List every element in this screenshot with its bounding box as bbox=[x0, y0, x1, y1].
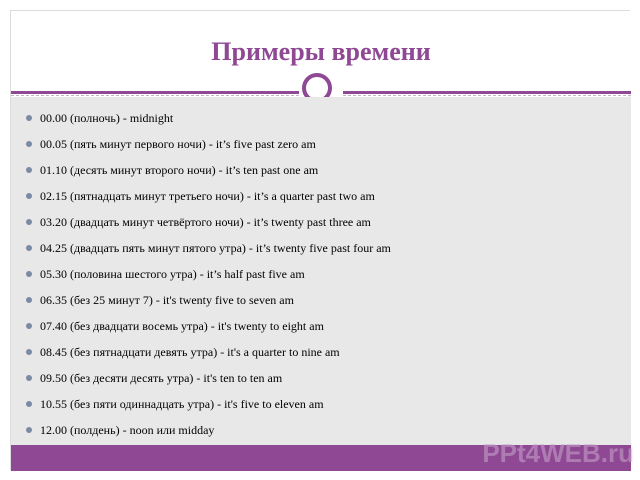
watermark: PPt4WEB.ru bbox=[482, 438, 634, 468]
list-item-text: 12.00 (полдень) - noon или midday bbox=[40, 423, 215, 437]
bullet-icon bbox=[26, 219, 32, 225]
bullet-icon bbox=[26, 141, 32, 147]
list-item-text: 04.25 (двадцать пять минут пятого утра) - it’s twenty five past four am bbox=[40, 241, 391, 255]
list-item-text: 01.10 (десять минут второго ночи) - it’s ten past one am bbox=[40, 163, 319, 177]
list-item-text: 08.45 (без пятнадцати девять утра) - it's a quarter to nine am bbox=[40, 345, 340, 359]
bullet-icon bbox=[26, 193, 32, 199]
divider-line-right bbox=[343, 91, 631, 94]
list-item bbox=[25, 213, 615, 239]
list-item bbox=[25, 291, 615, 317]
list-item bbox=[25, 187, 615, 213]
bullet-icon bbox=[26, 349, 32, 355]
list-item-text: 03.20 (двадцать минут четвёртого ночи) - it’s twenty past three am bbox=[40, 215, 371, 229]
bullet-icon bbox=[26, 271, 32, 277]
list-item bbox=[25, 135, 615, 161]
list-item-text: 05.30 (половина шестого утра) - it’s half past five am bbox=[40, 267, 305, 281]
content-panel bbox=[11, 97, 631, 445]
bullet-icon bbox=[26, 115, 32, 121]
list-item bbox=[25, 265, 615, 291]
list-item bbox=[25, 343, 615, 369]
list-item-text: 02.15 (пятнадцать минут третьего ночи) - it’s a quarter past two am bbox=[40, 189, 375, 203]
time-examples-list bbox=[25, 109, 615, 447]
bullet-icon bbox=[26, 323, 32, 329]
slide bbox=[10, 10, 630, 470]
list-item-text: 06.35 (без 25 минут 7) - it's twenty five to seven am bbox=[40, 293, 294, 307]
list-item-text: 09.50 (без десяти десять утра) - it's ten to ten am bbox=[40, 371, 283, 385]
list-item-text: 00.00 (полночь) - midnight bbox=[40, 111, 174, 125]
list-item bbox=[25, 369, 615, 395]
slide-title: Примеры времени bbox=[211, 37, 431, 66]
divider-line-left bbox=[11, 91, 299, 94]
list-item bbox=[25, 161, 615, 187]
bullet-icon bbox=[26, 427, 32, 433]
list-item bbox=[25, 109, 615, 135]
bullet-icon bbox=[26, 401, 32, 407]
list-item bbox=[25, 395, 615, 421]
dashed-line-right bbox=[343, 95, 631, 96]
list-item-text: 00.05 (пять минут первого ночи) - it’s five past zero am bbox=[40, 137, 316, 151]
list-item bbox=[25, 239, 615, 265]
bullet-icon bbox=[26, 375, 32, 381]
dashed-line-left bbox=[11, 95, 299, 96]
list-item bbox=[25, 317, 615, 343]
list-item-text: 10.55 (без пяти одиннадцать утра) - it's five to eleven am bbox=[40, 397, 324, 411]
list-item-text: 07.40 (без двадцати восемь утра) - it's twenty to eight am bbox=[40, 319, 324, 333]
bullet-icon bbox=[26, 245, 32, 251]
bullet-icon bbox=[26, 297, 32, 303]
bullet-icon bbox=[26, 167, 32, 173]
